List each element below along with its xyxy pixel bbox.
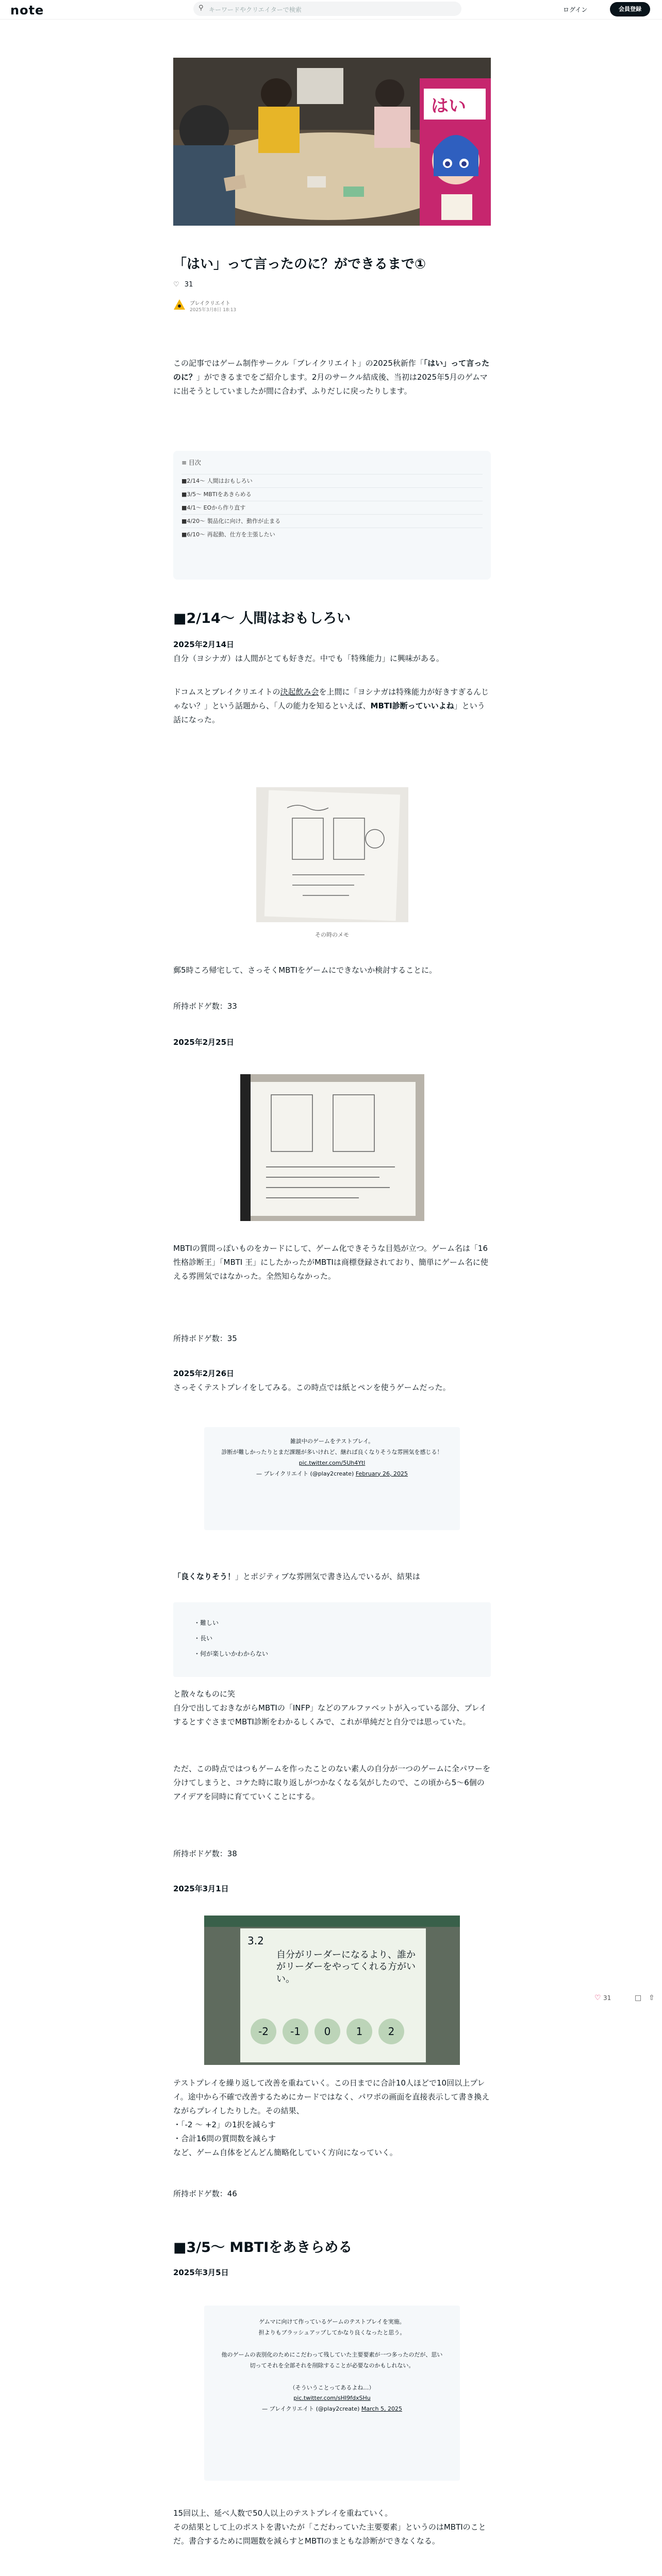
author-avatar bbox=[173, 299, 186, 310]
paragraph: 郵5時ころ帰宅して、さっそくMBTIをゲームにできないか検討することに。 bbox=[173, 965, 437, 975]
date-heading: 2025年2月25日 bbox=[173, 1038, 235, 1047]
side-like-button[interactable]: ♡ 31 bbox=[594, 1994, 611, 2002]
section-heading-1: ■2/14〜 人間はおもしろい bbox=[173, 611, 351, 626]
post-image-link[interactable]: pic.twitter.com/sHI9fdxSHu bbox=[293, 2395, 371, 2402]
toc-label: ≡ 目次 bbox=[181, 459, 201, 466]
embedded-post[interactable]: 雑談中のゲームをテストプレイ。 診断が難しかったりとまだ課題が多いけれど、継れば良くなりそうな雰囲気を感じる！ pic.twitter.com/5Uh4Ytl — ブレイクリエイト (@play2create) February 26, 2025 bbox=[204, 1427, 460, 1530]
date-heading: 2025年2月26日 bbox=[173, 1369, 235, 1378]
signup-button[interactable]: 会員登録 bbox=[610, 2, 650, 16]
date-heading: 2025年3月1日 bbox=[173, 1884, 229, 1893]
toc-item[interactable]: ■4/20〜 製品化に向け、動作が止まる bbox=[181, 514, 483, 528]
paragraph: 「良くなりそう！」とポジティブな雰囲気で書き込んでいるが、結果は bbox=[173, 1572, 420, 1581]
paragraph: MBTIの質問っぽいものをカードにして、ゲーム化できそうな目処が立つ。ゲーム名は「16性格診断王」「MBTI 王」にしたかったがMBTIは商標登録されており、簡単にゲーム名に使える雰囲気ではなかった。全然知らなかった。 bbox=[173, 1244, 488, 1281]
toc-item[interactable]: ■2/14〜 人間はおもしろい bbox=[181, 474, 483, 487]
image-caption: その時のメモ bbox=[315, 931, 349, 938]
paragraph: 自分（ヨシナガ）は人間がとても好きだ。中でも「特殊能力」に興味がある。 bbox=[173, 654, 444, 663]
note-logo[interactable]: note bbox=[10, 3, 44, 18]
post-date-link[interactable]: February 26, 2025 bbox=[355, 1470, 408, 1477]
login-link[interactable]: ログイン bbox=[563, 6, 588, 13]
date-heading: 2025年3月5日 bbox=[173, 2268, 229, 2277]
card-image bbox=[240, 1074, 424, 1221]
article-title: 「はい」って言ったのに？ができるまで① bbox=[173, 257, 426, 272]
slide-image: 3.2 自分がリーダーになるより、誰かがリーダーをやってくれる方がいい。 -2 -1 0 1 2 bbox=[204, 1916, 460, 2065]
toc-item[interactable]: ■4/1〜 EOから作り直す bbox=[181, 501, 483, 514]
publish-date: 2025年3月8日 18:13 bbox=[190, 308, 237, 313]
section-heading-2: ■3/5〜 MBTIをあきらめる bbox=[173, 2240, 353, 2256]
list-item: ・難しい bbox=[194, 1619, 219, 1626]
boardgame-count: 所持ボドゲ数：35 bbox=[173, 1334, 237, 1343]
post-image-link[interactable]: pic.twitter.com/5Uh4Ytl bbox=[299, 1459, 366, 1466]
site-header bbox=[0, 0, 662, 20]
cover-image bbox=[173, 58, 491, 226]
table-of-contents bbox=[173, 451, 491, 580]
toc-item[interactable]: ■3/5〜 MBTIをあきらめる bbox=[181, 487, 483, 501]
heart-icon: ♡ bbox=[594, 1994, 601, 2002]
post-date-link[interactable]: March 5, 2025 bbox=[361, 2405, 402, 2413]
intro-paragraph: この記事ではゲーム制作サークル「ブレイクリエイト」の2025秋新作「「はい」って言ったのに？」ができるまでをご紹介します。2月のサークル結成後、当初は2025年5月のゲムマに出そうとしていましたが間に合わず、ふりだしに戻ったりします。 bbox=[173, 359, 490, 396]
embedded-post[interactable]: ゲムマに向けて作っているゲームのテストプレイを実施。 担よりもブラッシュアップしてかなり良くなったと思う。 他のゲームの表別化のためにこだわって残していた主要要素が一つ多ったのだが、思い切ってそれを全部それを削除することが必要なのかもしれない。 （そういうことってあるよね…） pic.twitter.com/sHI9fdxSHu — ブレイクリエイト (@play2create) March 5, 2025 bbox=[204, 2306, 460, 2481]
heart-icon: ♡ bbox=[173, 281, 179, 289]
paragraph: ただ、この時点ではつもゲームを作ったことのない素人の自分が一つのゲームに全パワーを分けてしまうと、コケた時に取り返しがつかなくなる気がしたので、この頃から5〜6個のアイデアを同時に育てていくことにする。 bbox=[173, 1764, 491, 1801]
comment-icon[interactable]: □ bbox=[635, 1994, 642, 2002]
inline-link[interactable]: 決起飲み会 bbox=[280, 687, 319, 697]
like-count[interactable]: ♡ 31 bbox=[173, 281, 193, 289]
boardgame-count: 所持ボドゲ数：46 bbox=[173, 2189, 237, 2198]
boardgame-count: 所持ボドゲ数：38 bbox=[173, 1849, 237, 1858]
date-heading: 2025年2月14日 bbox=[173, 640, 235, 649]
author-name[interactable]: ブレイクリエイト bbox=[190, 301, 230, 307]
boardgame-count: 所持ボドゲ数：33 bbox=[173, 1002, 237, 1011]
list-item: ・何が楽しいかわからない bbox=[194, 1650, 269, 1657]
paragraph: 15回以上、延べ人数で50人以上のテストプレイを重ねていく。 その結果として上のポストを書いたが「こだわっていた主要要素」というのはMBTIのことだ。書合するために問題数を減らすとMBTIのまともな診断ができなくなる。 bbox=[173, 2509, 486, 2546]
search-box[interactable] bbox=[193, 2, 461, 16]
paragraph: さっそくテストプレイをしてみる。この時点では紙とペンを使うゲームだった。 bbox=[173, 1383, 451, 1392]
share-icon[interactable]: ⇧ bbox=[649, 1994, 655, 2002]
paragraph: と散々なものに笑 自分で出しておきながらMBTIの「INFP」などのアルファベットが入っている部分、プレイするとすぐさまでMBTI診断をわかるしくみで、これが単純だと自分では思っていた。 bbox=[173, 1689, 487, 1726]
paragraph: ドコムスとブレイクリエイトの決起飲み会を上間に「ヨシナガは特殊能力が好きすぎるんじゃない？」という話題から、「人の能力を知るといえば、MBTI診断っていいよね」という話になった。 bbox=[173, 687, 489, 724]
svg-text:はい: はい bbox=[431, 96, 466, 116]
paragraph: テストプレイを繰り返して改善を重ねていく。この日までに合計10人ほどで10回以上プレイ。途中から不確で改善するためにカードではなく、パワポの画面を直接表示して書き換えながらプレイしたりした。その結果、 ・「-2 〜 +2」の1択を減らす ・合計16問の質問数を減らす など、ゲーム自体をどんどん簡略化していく方向になっていく。 bbox=[173, 2078, 490, 2157]
memo-image bbox=[256, 787, 408, 922]
list-item: ・長い bbox=[194, 1635, 213, 1642]
search-placeholder: キーワードやクリエイターで検索 bbox=[209, 6, 302, 13]
bullet-list bbox=[173, 1602, 491, 1677]
toc-item[interactable]: ■6/10〜 再起動、仕方を主張したい bbox=[181, 528, 483, 541]
search-icon: ⚲ bbox=[198, 4, 204, 12]
